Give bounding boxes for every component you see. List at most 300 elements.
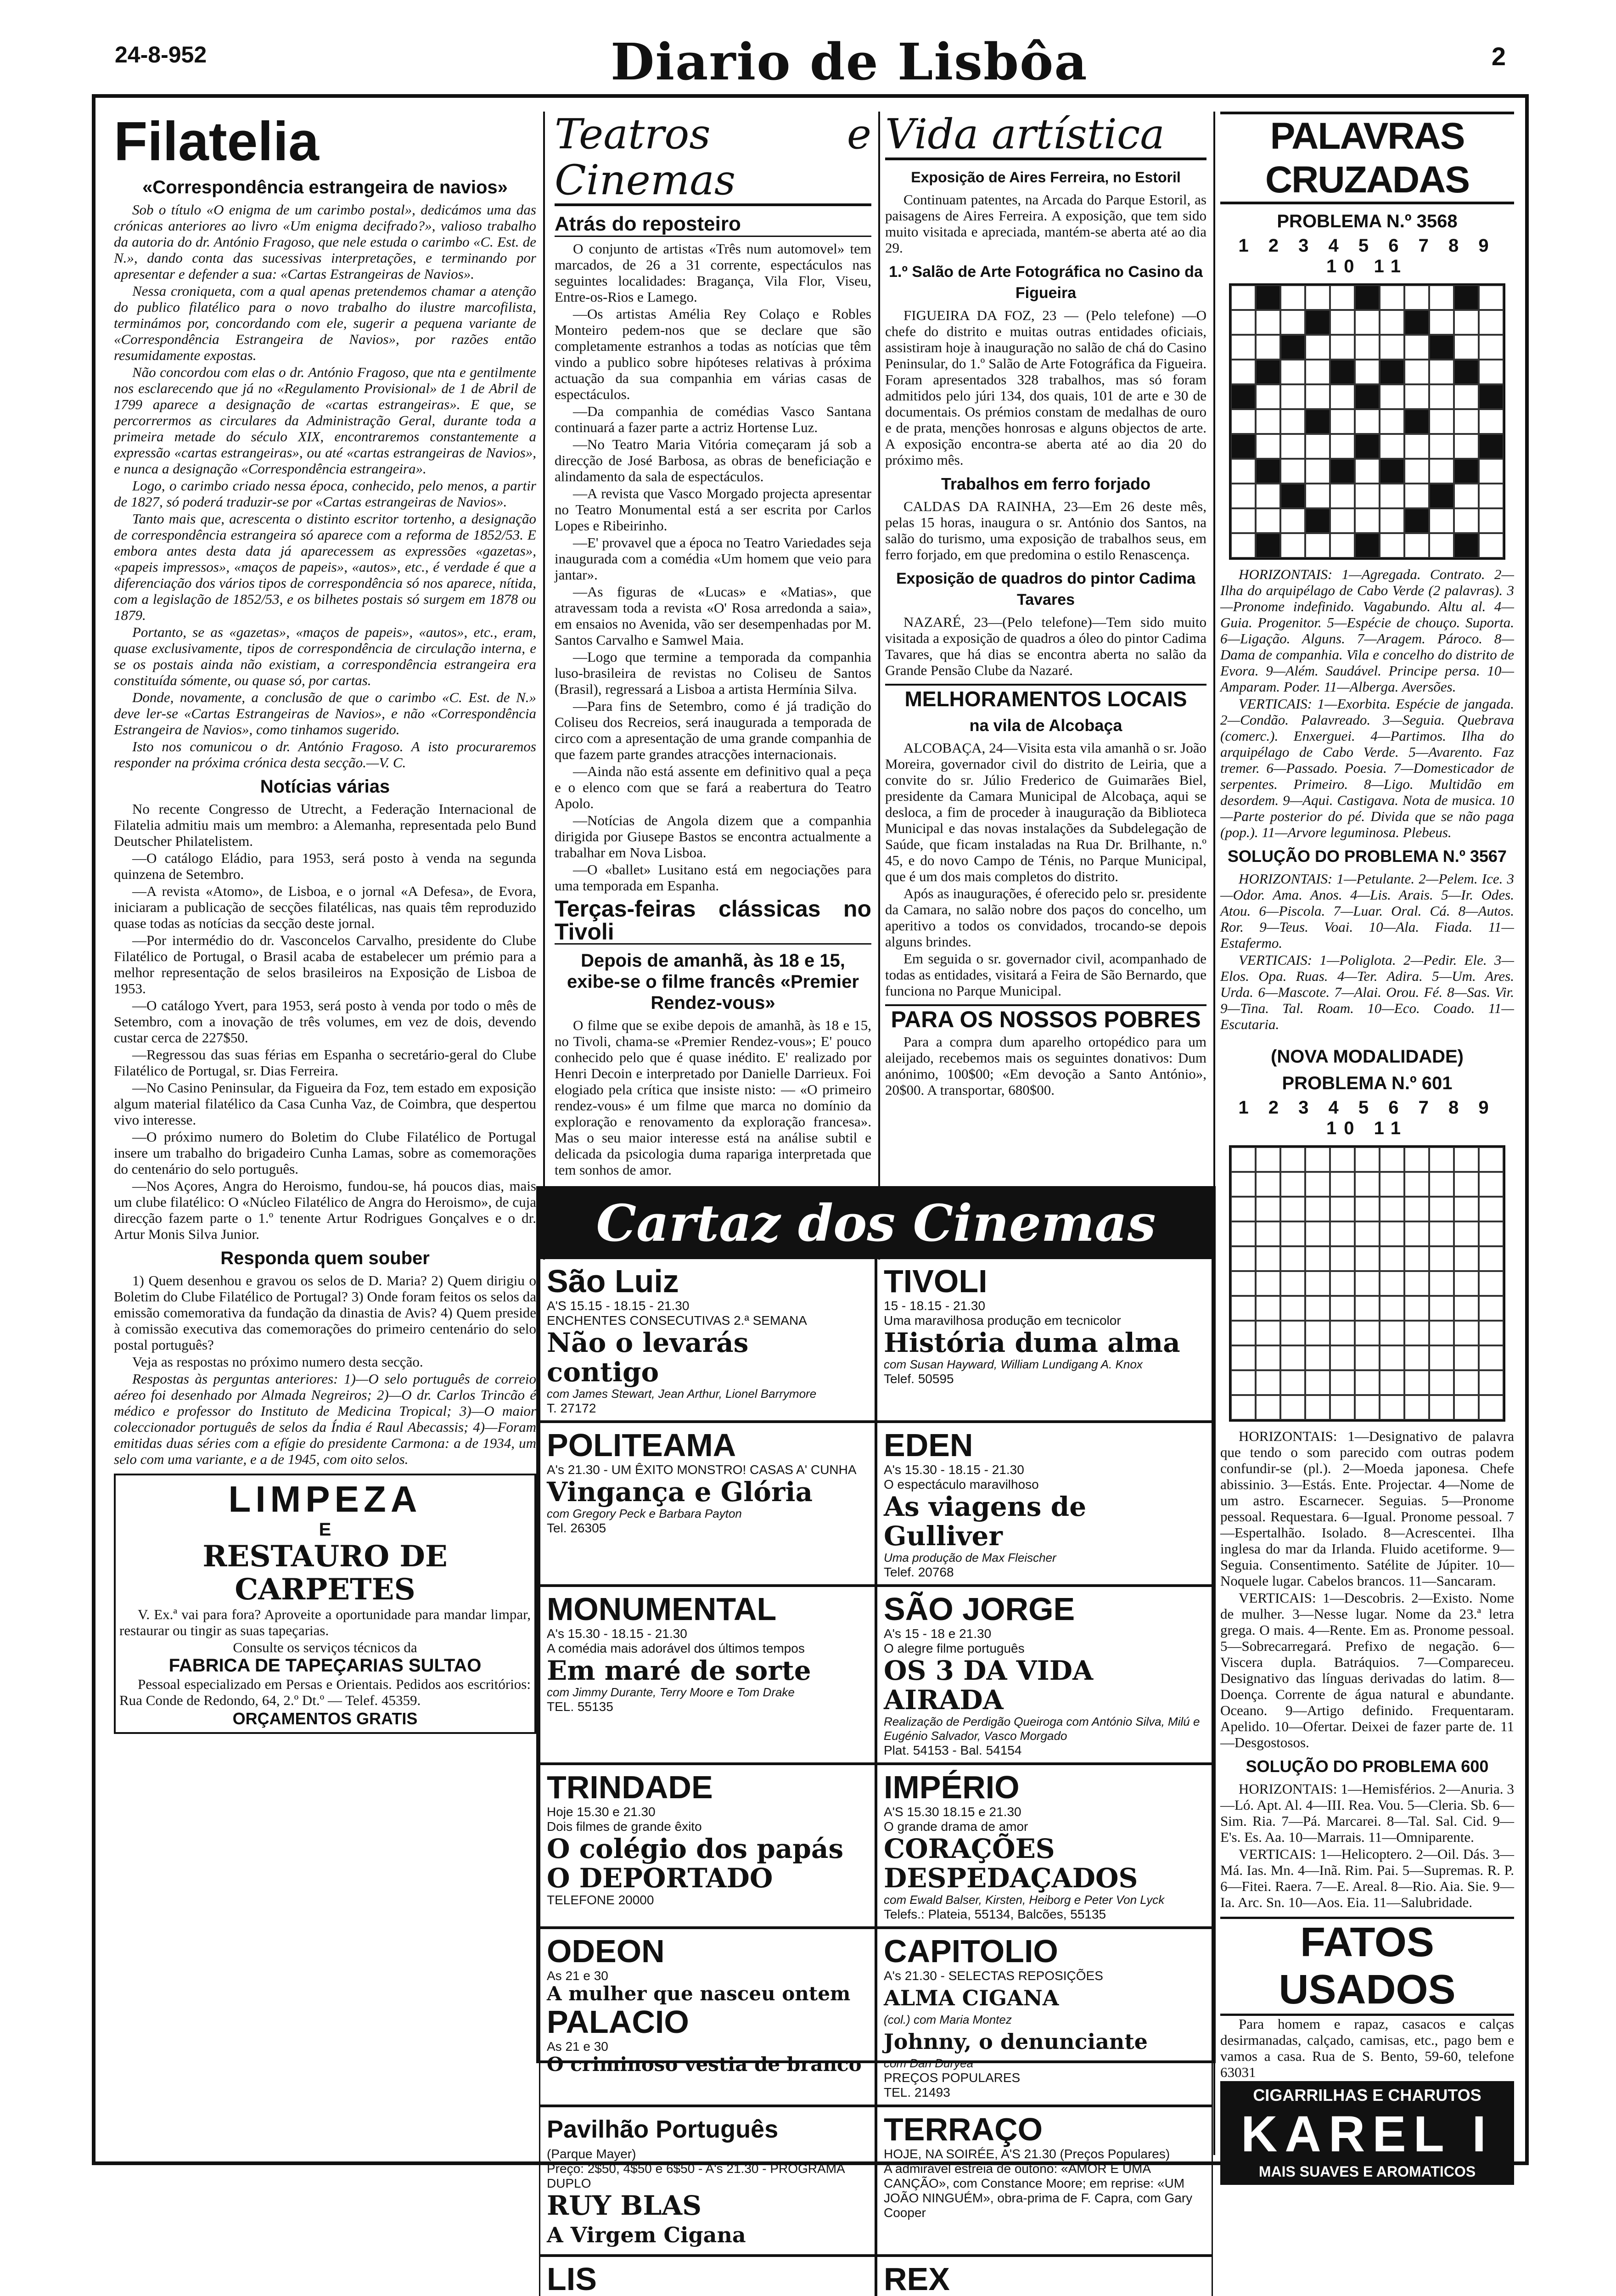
crossword-cell bbox=[1404, 1147, 1429, 1172]
crossword-cell bbox=[1280, 1197, 1305, 1221]
crossword-cell bbox=[1256, 533, 1280, 558]
cinema-name: TIVOLI bbox=[884, 1263, 988, 1299]
film-title: O DEPORTADO bbox=[547, 1863, 773, 1894]
paragraph: Tanto mais que, acrescenta o distinto escritor tortenho, a designação de correspondência estrangeira só aparece com a reforma de 1852/53. E embora antes desta data já aparecessem as expressões «gazetas», «papeis impressos», «maços de papeis», «autos», etc., é verdade é que a diferenciação dos vários tipos de correspondência só nos aparece, nítida, com a legislação de 1852/53, e os bilhetes postais só surgem em 1878 ou 1879. bbox=[114, 511, 536, 623]
karel-ad bbox=[1220, 2081, 1514, 2185]
paragraph: Continuam patentes, na Arcada do Parque Estoril, as paisagens de Aires Ferreira. A exposição, que tem sido muito visitada e apreciada, mantém-se aberta até ao dia 29. bbox=[885, 191, 1206, 256]
crossword-cell bbox=[1429, 533, 1454, 558]
showtimes: A's 15.30 - 18.15 - 21.30 bbox=[884, 1463, 1024, 1477]
crossword-cell bbox=[1479, 1296, 1504, 1321]
film-title: O colégio dos papás bbox=[547, 1833, 844, 1864]
crossword-cell bbox=[1404, 434, 1429, 459]
crossword-cell bbox=[1380, 484, 1404, 508]
cinema-name: Pavilhão Português bbox=[547, 2116, 779, 2143]
crossword-cell bbox=[1355, 1221, 1380, 1246]
section-subtitle: Depois de amanhã, às 18 e 15, exibe-se o filme francês «Premier Rendez-vous» bbox=[567, 951, 859, 1013]
crossword-cell bbox=[1479, 1370, 1504, 1395]
crossword-cell bbox=[1380, 1345, 1404, 1370]
crossword-cell bbox=[1305, 1271, 1330, 1296]
crossword-cell bbox=[1454, 1172, 1479, 1197]
crossword-cell bbox=[1256, 285, 1280, 310]
showtimes: As 21 e 30 bbox=[547, 2039, 608, 2054]
crossword-cell bbox=[1305, 1370, 1330, 1395]
crossword-cell bbox=[1429, 1271, 1454, 1296]
paragraph: Portanto, se as «gazetas», «maços de papeis», «autos», etc., eram, quase exclusivamente, tipos de correspondência de circulação interna, e se os postais ainda não existiam, a correspondência estrangeira era constituída sómente, ou quase só, por cartas. bbox=[114, 624, 536, 688]
crossword-cell bbox=[1305, 1246, 1330, 1271]
crossword-cell bbox=[1330, 335, 1355, 360]
crossword-cell bbox=[1330, 409, 1355, 434]
crossword-cell bbox=[1305, 384, 1330, 409]
crossword-cell bbox=[1305, 1321, 1330, 1345]
teatros-column bbox=[555, 112, 871, 1269]
crossword-cell bbox=[1330, 508, 1355, 533]
cinema-name: PALACIO bbox=[547, 2004, 689, 2040]
crossword-cell bbox=[1330, 434, 1355, 459]
crossword-cell bbox=[1429, 1321, 1454, 1345]
column-rule bbox=[543, 112, 545, 1260]
fatos-usados-ad-title: FATOS USADOS bbox=[1220, 1917, 1514, 2016]
crossword-cell bbox=[1454, 285, 1479, 310]
crossword-cell bbox=[1454, 1221, 1479, 1246]
crossword-cell bbox=[1330, 1147, 1355, 1172]
crossword-cell bbox=[1231, 1345, 1256, 1370]
film-cast: Realização de Perdigão Queiroga com António Silva, Milú e Eugénio Salvador, Vasco Morgado bbox=[884, 1715, 1200, 1743]
crossword-cell bbox=[1256, 508, 1280, 533]
crossword-cell bbox=[1256, 434, 1280, 459]
crossword-cell bbox=[1454, 310, 1479, 335]
crossword-cell bbox=[1280, 335, 1305, 360]
crossword-cell bbox=[1454, 384, 1479, 409]
crossword-cell bbox=[1256, 384, 1280, 409]
crossword-cell bbox=[1380, 1147, 1404, 1172]
crossword-cell bbox=[1429, 285, 1454, 310]
crossword-cell bbox=[1404, 1271, 1429, 1296]
crossword-cell bbox=[1454, 409, 1479, 434]
crossword-cell bbox=[1355, 360, 1380, 384]
solution-vertical: VERTICAIS: 1—Poliglota. 2—Pedir. Ele. 3—Elos. Opa. Ruas. 4—Ter. Adira. 5—Um. Ares. Urda. 6—Mascote. 7—Alai. Orou. Fé. 8—Sas. Vir. 9—Tina. Tal. Roam. 10—Eco. Coado. 11—Escutaria. bbox=[1220, 952, 1514, 1032]
crossword-cell bbox=[1280, 384, 1305, 409]
section-subtitle: Terças-feiras clássicas no Tivoli bbox=[555, 896, 871, 945]
crossword-cell bbox=[1404, 409, 1429, 434]
film-info: O espectáculo maravilhoso bbox=[884, 1477, 1039, 1491]
crossword-cell bbox=[1429, 1296, 1454, 1321]
section-subtitle: Exposição de Aires Ferreira, no Estoril bbox=[911, 169, 1181, 186]
crossword-cell bbox=[1305, 409, 1330, 434]
paragraph: Donde, novamente, a conclusão de que o carimbo «C. Est. de N.» deve ler-se «Cartas Estrangeiras de Navios», e não «Correspondência Estrangeira de Navios», como tinhamos sugerido. bbox=[114, 689, 536, 737]
film-title: O criminoso vestia de branco bbox=[547, 2053, 862, 2076]
crossword-cell bbox=[1280, 1172, 1305, 1197]
crossword-cell bbox=[1231, 409, 1256, 434]
crossword-cell bbox=[1454, 484, 1479, 508]
column-rule bbox=[878, 112, 880, 1260]
crossword-cell bbox=[1479, 1147, 1504, 1172]
paragraph: O conjunto de artistas «Três num automovel» tem marcados, de 26 a 31 corrente, espectáculos nas seguintes localidades: Bragança, Vila Flor, Viseu, Entre-os-Rios e Lamego. bbox=[555, 241, 871, 305]
crossword-cell bbox=[1479, 1271, 1504, 1296]
paragraph: —No Teatro Maria Vitória começaram já sob a direcção de José Barbosa, as obras de beneficiação e alindamento da sala de espectáculos. bbox=[555, 436, 871, 484]
cinema-eden bbox=[876, 1422, 1213, 1586]
crossword-cell bbox=[1355, 1296, 1380, 1321]
crossword-cell bbox=[1454, 1345, 1479, 1370]
solution-horizontal: HORIZONTAIS: 1—Hemisférios. 2—Anuria. 3—Ló. Apt. Al. 4—III. Rea. Vou. 5—Cleria. Sb. 6—Sim. Ria. 7—Pá. Marcarei. 8—Tal. Sal. Cid. 9—E's. Es. Aa. 10—Marrais. 11—Omniparente. bbox=[1220, 1781, 1514, 1845]
crossword-cell bbox=[1231, 1370, 1256, 1395]
showtimes: A'S 15.15 - 18.15 - 21.30 bbox=[547, 1299, 690, 1313]
ad-line: Consulte os serviços técnicos da bbox=[233, 1639, 417, 1655]
paragraph: Não concordou com elas o dr. António Fragoso, que nta e gentilmente nos esclarecendo que já no «Regulamento Provisional» de 1 de Abril de 1799 aparece a designação de «cartas estrangeiras». E que, se percorrermos as circulares da Administração Geral, durante toda a primeira metade do século XIX, encontraremos constantemente a expressão «cartas estrangeiras», ou até «cartas estrangeiras de Navios», e nunca a designação «Correspondência estrangeira». bbox=[114, 364, 536, 477]
limpeza-ad bbox=[114, 1474, 536, 1734]
crossword-cell bbox=[1231, 1147, 1256, 1172]
crossword-cell bbox=[1330, 384, 1355, 409]
crossword-cell bbox=[1380, 409, 1404, 434]
crossword-cell bbox=[1280, 1246, 1305, 1271]
ad-line: E bbox=[319, 1519, 331, 1540]
crossword-cell bbox=[1355, 508, 1380, 533]
filatelia-column bbox=[114, 112, 536, 2155]
crossword-cell bbox=[1429, 1370, 1454, 1395]
crossword-cell bbox=[1280, 459, 1305, 484]
cinema-tivoli bbox=[876, 1258, 1213, 1422]
crossword-cell bbox=[1280, 1395, 1305, 1420]
cinema-name: ODEON bbox=[547, 1933, 665, 1969]
crossword-cell bbox=[1380, 285, 1404, 310]
crossword-cell bbox=[1280, 1370, 1305, 1395]
crossword-cell bbox=[1330, 459, 1355, 484]
crossword-cell bbox=[1280, 533, 1305, 558]
film-title: Em maré de sorte bbox=[547, 1655, 811, 1686]
crossword-cell bbox=[1330, 533, 1355, 558]
crossword-cell bbox=[1380, 1246, 1404, 1271]
film-title: As viagens de Gulliver bbox=[884, 1491, 1087, 1552]
crossword-cell bbox=[1280, 310, 1305, 335]
crossword-cell bbox=[1330, 484, 1355, 508]
crossword-cell bbox=[1454, 1246, 1479, 1271]
crossword-cell bbox=[1380, 434, 1404, 459]
showtimes: As 21 e 30 bbox=[547, 1969, 608, 1983]
paragraph: FIGUEIRA DA FOZ, 23 — (Pelo telefone) —O chefe do distrito e muitas outras entidades oficiais, assistiram hoje à inauguração no salão de chá do Casino Peninsular, do 1.º Salão de Arte Fotográfica da Figueira. Foram apresentados 328 trabalhos, mas só foram admitidos pelo júri 134, dos quais, 101 de arte e 30 de documentais. Os prémios constam de medalhas de ouro e de prata, menções honrosas e alguns objectos de arte. A exposição encontra-se aberta até ao dia 20 do próximo mês. bbox=[885, 307, 1206, 468]
crossword-cell bbox=[1429, 1221, 1454, 1246]
section-subtitle: Notícias várias bbox=[260, 777, 390, 797]
crossword-cell bbox=[1429, 508, 1454, 533]
cinema-name: CAPITOLIO bbox=[884, 1933, 1058, 1969]
film-title: A Virgem Cigana bbox=[547, 2223, 746, 2247]
crossword-cell bbox=[1429, 384, 1454, 409]
paragraph: 1) Quem desenhou e gravou os selos de D. Maria? 2) Quem dirigiu o Boletim do Clube Filatélico de Portugal? 3) Onde foram feitos os selos da emissão comemorativa da fundação da dinastia de Avis? 4) Quem preside à comissão executiva das comemorações do primeiro centenário do selo postal português? bbox=[114, 1272, 536, 1353]
crossword-cell bbox=[1256, 1321, 1280, 1345]
crossword-cell bbox=[1479, 1395, 1504, 1420]
paragraph: Em seguida o sr. governador civil, acompanhado de todas as entidades, visitará a Feira de São Bernardo, que funciona no Parque Municipal. bbox=[885, 951, 1206, 999]
crossword-cell bbox=[1256, 1147, 1280, 1172]
solution-vertical: VERTICAIS: 1—Helicoptero. 2—Oil. Dás. 3—Má. Ias. Mn. 4—Inã. Rim. Pai. 5—Supremas. R. P. 6—Fitei. Raera. 7—E. Areal. 8—Rio. Aia. Sie. 9—Ia. Arc. Sn. 10—Aos. Eia. 11—Salubridade. bbox=[1220, 1846, 1514, 1910]
film-cast: Uma produção de Max Fleischer bbox=[884, 1551, 1056, 1564]
crossword-cell bbox=[1256, 360, 1280, 384]
crossword-cell bbox=[1330, 310, 1355, 335]
crossword-cell bbox=[1429, 1172, 1454, 1197]
paragraph: —Ainda não está assente em definitivo qual a peça e o elenco com que se fará a reabertura do Teatro Apolo. bbox=[555, 763, 871, 811]
showtimes: A'S 15.30 18.15 e 21.30 bbox=[884, 1805, 1021, 1819]
crossword-cell bbox=[1479, 310, 1504, 335]
film-cast: com Jimmy Durante, Terry Moore e Tom Drake bbox=[547, 1685, 795, 1699]
crossword-cell bbox=[1231, 1395, 1256, 1420]
crossword-cell bbox=[1305, 434, 1330, 459]
paragraph: —Regressou das suas férias em Espanha o secretário-geral do Clube Filatélico de Portugal, sr. Dias Ferreira. bbox=[114, 1047, 536, 1079]
film-title: História duma alma bbox=[884, 1327, 1180, 1358]
crossword-cell bbox=[1280, 1296, 1305, 1321]
crossword-cell bbox=[1256, 1296, 1280, 1321]
crossword-cell bbox=[1380, 1197, 1404, 1221]
crossword-cell bbox=[1479, 409, 1504, 434]
crossword-cell bbox=[1479, 484, 1504, 508]
filatelia-title: Filatelia bbox=[114, 111, 319, 172]
crossword-cell bbox=[1256, 310, 1280, 335]
crossword-cell bbox=[1256, 1172, 1280, 1197]
crossword-cell bbox=[1305, 533, 1330, 558]
crossword-cell bbox=[1404, 310, 1429, 335]
paragraph: No recente Congresso de Utrecht, a Federação Internacional de Filatelia admitiu mais um membro: a Alemanha, representada pelo Bund Deutscher Philatelistem. bbox=[114, 801, 536, 849]
film-title: A mulher que nasceu ontem bbox=[547, 1982, 851, 2005]
crossword-cell bbox=[1330, 1271, 1355, 1296]
film-info: A comédia mais adorável dos últimos tempos bbox=[547, 1641, 805, 1655]
crossword-cell bbox=[1380, 1221, 1404, 1246]
section-subtitle: Trabalhos em ferro forjado bbox=[941, 474, 1151, 493]
crossword-cell bbox=[1429, 434, 1454, 459]
crossword-cell bbox=[1404, 1345, 1429, 1370]
crossword-cell bbox=[1280, 409, 1305, 434]
crossword-cell bbox=[1479, 1221, 1504, 1246]
ad-body: V. Ex.ª vai para fora? Aproveite a oportunidade para mandar limpar, restaurar ou tingir as suas tapeçarias. bbox=[119, 1606, 531, 1638]
crossword-cell bbox=[1454, 434, 1479, 459]
crossword-cell bbox=[1454, 508, 1479, 533]
fatos-usados-ad-body: Para homem e rapaz, casacos e calças desirmanadas, calçado, camisas, etc., pago bem e vamos a casa. Rua de S. Bento, 59-60, telefone 63031 bbox=[1220, 2016, 1514, 2080]
film-info: ENCHENTES CONSECUTIVAS 2.ª SEMANA bbox=[547, 1313, 807, 1328]
film-title: RUY BLAS bbox=[547, 2190, 702, 2221]
problem-title: PROBLEMA N.º 3568 bbox=[1277, 211, 1458, 231]
cinema-listings bbox=[536, 1186, 1216, 2296]
crossword-cell bbox=[1355, 285, 1380, 310]
grid-column-numbers: 1 2 3 4 5 6 7 8 9 10 11 bbox=[1238, 1097, 1496, 1138]
cinema-phone: TEL. 21493 bbox=[884, 2085, 950, 2099]
cinema-name: TRINDADE bbox=[547, 1769, 713, 1805]
section-subtitle: na vila de Alcobaça bbox=[969, 716, 1122, 735]
paragraph: —Os artistas Amélia Rey Colaço e Robles Monteiro pedem-nos que se declare que são completamente estranhos a todas as notícias que têm vindo a publico sobre hipóteses relativas à próxima actuação da sua companhia em várias casas de espectáculos. bbox=[555, 306, 871, 402]
crossword-cell bbox=[1330, 1345, 1355, 1370]
crossword-cell bbox=[1231, 484, 1256, 508]
crossword-cell bbox=[1404, 1370, 1429, 1395]
crossword-cell bbox=[1280, 484, 1305, 508]
cinema-name: POLITEAMA bbox=[547, 1427, 736, 1463]
film-info: Uma maravilhosa produção em tecnicolor bbox=[884, 1313, 1121, 1328]
palavras-column bbox=[1220, 112, 1514, 2180]
crossword-cell bbox=[1305, 310, 1330, 335]
paragraph: —Logo que termine a temporada da companhia luso-brasileira de revistas no Coliseu de Santos (Brasil), regressará a Lisboa a artista Hermínia Silva. bbox=[555, 649, 871, 697]
cinema-listings-title: Cartaz dos Cinemas bbox=[539, 1189, 1213, 1258]
vida-title: Vida artística bbox=[885, 112, 1206, 160]
crossword-cell bbox=[1454, 1370, 1479, 1395]
crossword-cell bbox=[1231, 285, 1256, 310]
crossword-cell bbox=[1380, 335, 1404, 360]
cinema-imperio bbox=[876, 1764, 1213, 1928]
cinema-phone: TEL. 55135 bbox=[547, 1699, 613, 1714]
crossword-cell bbox=[1429, 484, 1454, 508]
problem-title: PROBLEMA N.º 601 bbox=[1282, 1073, 1453, 1093]
crossword-cell bbox=[1429, 1246, 1454, 1271]
crossword-cell bbox=[1454, 459, 1479, 484]
film-cast: com Susan Hayward, William Lundigang A. Knox bbox=[884, 1357, 1143, 1371]
crossword-cell bbox=[1355, 310, 1380, 335]
crossword-cell bbox=[1231, 508, 1256, 533]
paragraph: —Nos Açores, Angra do Heroismo, fundou-se, há poucos dias, mais um clube filatélico: O «Núcleo Filatélico de Angra do Heroismo», de cuja direcção fazem parte o 1.º tenente Artur Rodrigues Gonçalves e o dr. Artur Monis Silva Junior. bbox=[114, 1178, 536, 1242]
crossword-cell bbox=[1454, 1197, 1479, 1221]
crossword-cell bbox=[1330, 1246, 1355, 1271]
crossword-grid-empty bbox=[1229, 1145, 1505, 1422]
crossword-cell bbox=[1479, 508, 1504, 533]
paragraph: —As figuras de «Lucas» e «Matias», que atravessam toda a revista «O' Rosa arredonda a saia», em ensaios no Avenida, vão ser desempenhadas por M. Santos Carvalho e Samwel Maia. bbox=[555, 584, 871, 648]
grid-column-numbers: 1 2 3 4 5 6 7 8 9 10 11 bbox=[1238, 236, 1496, 276]
crossword-cell bbox=[1280, 1147, 1305, 1172]
crossword-cell bbox=[1355, 1321, 1380, 1345]
cinema-name: MONUMENTAL bbox=[547, 1591, 777, 1627]
cinema-phone: Tel. 26305 bbox=[547, 1521, 606, 1535]
cinema-sao-luiz bbox=[539, 1258, 876, 1422]
crossword-cell bbox=[1429, 1147, 1454, 1172]
crossword-cell bbox=[1404, 384, 1429, 409]
crossword-cell bbox=[1479, 384, 1504, 409]
crossword-cell bbox=[1330, 1395, 1355, 1420]
crossword-cell bbox=[1231, 384, 1256, 409]
crossword-cell bbox=[1330, 1172, 1355, 1197]
ad-headline: LIMPEZA bbox=[228, 1479, 422, 1519]
crossword-cell bbox=[1380, 1321, 1404, 1345]
crossword-cell bbox=[1454, 533, 1479, 558]
crossword-cell bbox=[1280, 1221, 1305, 1246]
film-title: Não o levarás contigo bbox=[547, 1327, 749, 1388]
cinema-rex bbox=[876, 2256, 1213, 2296]
crossword-cell bbox=[1305, 335, 1330, 360]
paragraph: —O catálogo Eládio, para 1953, será posto à venda na segunda quinzena de Setembro. bbox=[114, 850, 536, 882]
film-cast: (col.) com Maria Montez bbox=[884, 2013, 1012, 2026]
crossword-cell bbox=[1330, 285, 1355, 310]
film-cast: com Ewald Balser, Kirsten, Heiborg e Peter Von Lyck bbox=[884, 1893, 1165, 1907]
cinema-odeon-palacio bbox=[539, 1928, 876, 2106]
paragraph: Isto nos comunicou o dr. António Fragoso. A isto procuraremos responder na próxima crónica desta secção.—V. C. bbox=[114, 738, 536, 771]
crossword-cell bbox=[1454, 1395, 1479, 1420]
ad-line: RESTAURO DE CARPETES bbox=[202, 1539, 448, 1607]
crossword-cell bbox=[1404, 285, 1429, 310]
crossword-cell bbox=[1380, 384, 1404, 409]
showtimes: Preço: 2$50, 4$50 e 6$50 - A's 21.30 - PROGRAMA DUPLO bbox=[547, 2161, 845, 2190]
crossword-cell bbox=[1256, 459, 1280, 484]
crossword-cell bbox=[1380, 1271, 1404, 1296]
clues-horizontal: HORIZONTAIS: 1—Designativo de palavra que tendo o som parecido com outras podem confundir-se (pl.). 2—Moeda japonesa. Chefe abissinio. 3—Estás. Ente. Projectar. 4—Nome de um astro. Escarnecer. Seguias. 5—Pronome pessoal. Requestara. 6—Igual. Pronome pessoal. 7—Espertalhão. Isolado. 8—Acrescentei. Ilha inglesa do mar da Irlanda. Fluido acetiforme. 9—Seguia. Consentimento. Satélite de Júpiter. 10—Noquele lugar. Cabelos brancos. 11—Sancaram. bbox=[1220, 1428, 1514, 1589]
cinema-phone: T. 27172 bbox=[547, 1401, 596, 1415]
crossword-cell bbox=[1355, 335, 1380, 360]
clues-vertical: VERTICAIS: 1—Exorbita. Espécie de jangada. 2—Condão. Palavreado. 3—Seguia. Quebrava (comerc.). Enxerguei. 4—Partimos. Ilha do arquipélago de Cabo Verde. 5—Avarento. Faz tremer. 6—Passado. Poesia. 7—Domesticador de serpentes. Primeiro. 8—Ligo. Multidão em desordem. 9—Aqui. Castigava. Nota de musica. 10—Parte posterior do pé. Divida que se não paga (pop.). 11—Arvore leguminosa. Plebeus. bbox=[1220, 696, 1514, 840]
showtimes: A's 21.30 - SELECTAS REPOSIÇÕES bbox=[884, 1969, 1103, 1983]
ad-line: CIGARRILHAS E CHARUTOS bbox=[1253, 2086, 1481, 2105]
paragraph: CALDAS DA RAINHA, 23—Em 26 deste mês, pelas 15 horas, inaugura o sr. António dos Santos, na salão do turismo, uma exposição de trabalhos seus, em ferro forjado, em que predomina o estilo Renascença. bbox=[885, 498, 1206, 563]
crossword-cell bbox=[1305, 285, 1330, 310]
cinema-phone: Telef. 50595 bbox=[884, 1372, 954, 1386]
crossword-cell bbox=[1305, 459, 1330, 484]
cinema-phone: Telefs.: Plateia, 55134, Balcões, 55135 bbox=[884, 1907, 1106, 1921]
section-subtitle: Exposição de quadros do pintor Cadima Tavares bbox=[896, 570, 1195, 608]
crossword-cell bbox=[1231, 434, 1256, 459]
crossword-cell bbox=[1330, 1221, 1355, 1246]
paragraph: Veja as respostas no próximo numero desta secção. bbox=[132, 1354, 423, 1370]
cinema-location: (Parque Mayer) bbox=[547, 2147, 636, 2161]
newspaper-title: Diario de Lisbôa bbox=[611, 32, 1088, 91]
paragraph: —No Casino Peninsular, da Figueira da Foz, tem estado em exposição algum material filatélico da Casa Cunha Vaz, de Coimbra, que despertou vivo interesse. bbox=[114, 1080, 536, 1128]
paragraph: —O próximo numero do Boletim do Clube Filatélico de Portugal insere um trabalho do brigadeiro Cunha Lamas, sobre as comemorações do centenário do selo português. bbox=[114, 1129, 536, 1177]
crossword-cell bbox=[1479, 335, 1504, 360]
crossword-cell bbox=[1355, 1395, 1380, 1420]
crossword-cell bbox=[1231, 1172, 1256, 1197]
crossword-cell bbox=[1330, 1321, 1355, 1345]
crossword-cell bbox=[1479, 360, 1504, 384]
cinema-pavilhao bbox=[539, 2106, 876, 2256]
paragraph: Respostas às perguntas anteriores: 1)—O selo português de correio aéreo foi desenhado por Almada Negreiros; 2)—O dr. Carlos Trincão é médico e professor do Instituto de Medicina Tropical; 3)—O maior coleccionador português de selos da Índia é Raul Abecassis; 4)—Foram emitidas duas séries com a efígie do presidente Carmona: a de 1934, um selo com uma variante, e a de 1945, com oito selos. bbox=[114, 1371, 536, 1467]
film-info: O alegre filme português bbox=[884, 1641, 1025, 1655]
crossword-cell bbox=[1305, 1147, 1330, 1172]
paragraph: —A revista «Atomo», de Lisboa, e o jornal «A Defesa», de Evora, iniciaram a publicação de secções filatélicas, nas quais têm reproduzido quase todas as notícias da secção deste jornal. bbox=[114, 883, 536, 931]
crossword-cell bbox=[1404, 1197, 1429, 1221]
crossword-cell bbox=[1355, 1197, 1380, 1221]
crossword-cell bbox=[1256, 484, 1280, 508]
film-title: Vingança e Glória bbox=[547, 1476, 813, 1508]
paragraph: Sob o título «O enigma de um carimbo postal», dedicámos uma das crónicas anteriores ao livro «Um enigma decifrado?», valioso trabalho da autoria do dr. António Fragoso, que nele estuda o carimbo «C. Est. de N.», dando conta das sucessivas interpretações, e terminando por apresentar e defender a sua: «Cartas Estrangeiras de Navios». bbox=[114, 202, 536, 282]
crossword-cell bbox=[1454, 1321, 1479, 1345]
cinema-capitolio bbox=[876, 1928, 1213, 2106]
crossword-cell bbox=[1380, 459, 1404, 484]
masthead bbox=[115, 32, 1506, 96]
crossword-cell bbox=[1429, 1197, 1454, 1221]
showtimes: 15 - 18.15 - 21.30 bbox=[884, 1299, 986, 1313]
crossword-cell bbox=[1330, 1296, 1355, 1321]
crossword-cell bbox=[1280, 434, 1305, 459]
cinema-name: TERRAÇO bbox=[884, 2111, 1043, 2147]
paragraph: Logo, o carimbo criado nessa época, conhecido, pelo menos, a partir de 1827, só poderá traduzir-se por «Cartas estrangeiras de Navios». bbox=[114, 478, 536, 510]
crossword-cell bbox=[1280, 360, 1305, 384]
crossword-cell bbox=[1454, 1147, 1479, 1172]
section-subtitle: Atrás do reposteiro bbox=[555, 213, 871, 237]
crossword-cell bbox=[1355, 1147, 1380, 1172]
paragraph: Para a compra dum aparelho ortopédico para um aleijado, recebemos mais os seguintes donativos: Dum anónimo, 100$00; «Em devoção a Santo António», 20$00. A transportar, 680$00. bbox=[885, 1034, 1206, 1098]
crossword-cell bbox=[1231, 1321, 1256, 1345]
crossword-cell bbox=[1429, 1395, 1454, 1420]
crossword-cell bbox=[1404, 1395, 1429, 1420]
crossword-cell bbox=[1305, 1296, 1330, 1321]
crossword-cell bbox=[1305, 1221, 1330, 1246]
crossword-cell bbox=[1479, 533, 1504, 558]
crossword-cell bbox=[1231, 360, 1256, 384]
section-subtitle: «Correspondência estrangeira de navios» bbox=[142, 177, 508, 197]
crossword-cell bbox=[1404, 1246, 1429, 1271]
crossword-cell bbox=[1256, 409, 1280, 434]
ad-line: FABRICA DE TAPEÇARIAS SULTAO bbox=[168, 1655, 482, 1676]
crossword-cell bbox=[1404, 1321, 1429, 1345]
crossword-cell bbox=[1231, 1296, 1256, 1321]
crossword-cell bbox=[1355, 434, 1380, 459]
crossword-cell bbox=[1380, 360, 1404, 384]
showtimes: Hoje 15.30 e 21.30 bbox=[547, 1805, 656, 1819]
problem-subtitle: (NOVA MODALIDADE) bbox=[1271, 1047, 1464, 1067]
crossword-cell bbox=[1429, 335, 1454, 360]
showtimes: A's 21.30 - UM ÊXITO MONSTRO! CASAS A' CUNHA bbox=[547, 1463, 857, 1477]
crossword-cell bbox=[1454, 1271, 1479, 1296]
page-frame bbox=[92, 94, 1529, 2296]
crossword-cell bbox=[1380, 1172, 1404, 1197]
cinema-name: EDEN bbox=[884, 1427, 973, 1463]
section-subtitle: Responda quem souber bbox=[220, 1248, 430, 1268]
teatros-title: Teatros e Cinemas bbox=[555, 112, 871, 206]
